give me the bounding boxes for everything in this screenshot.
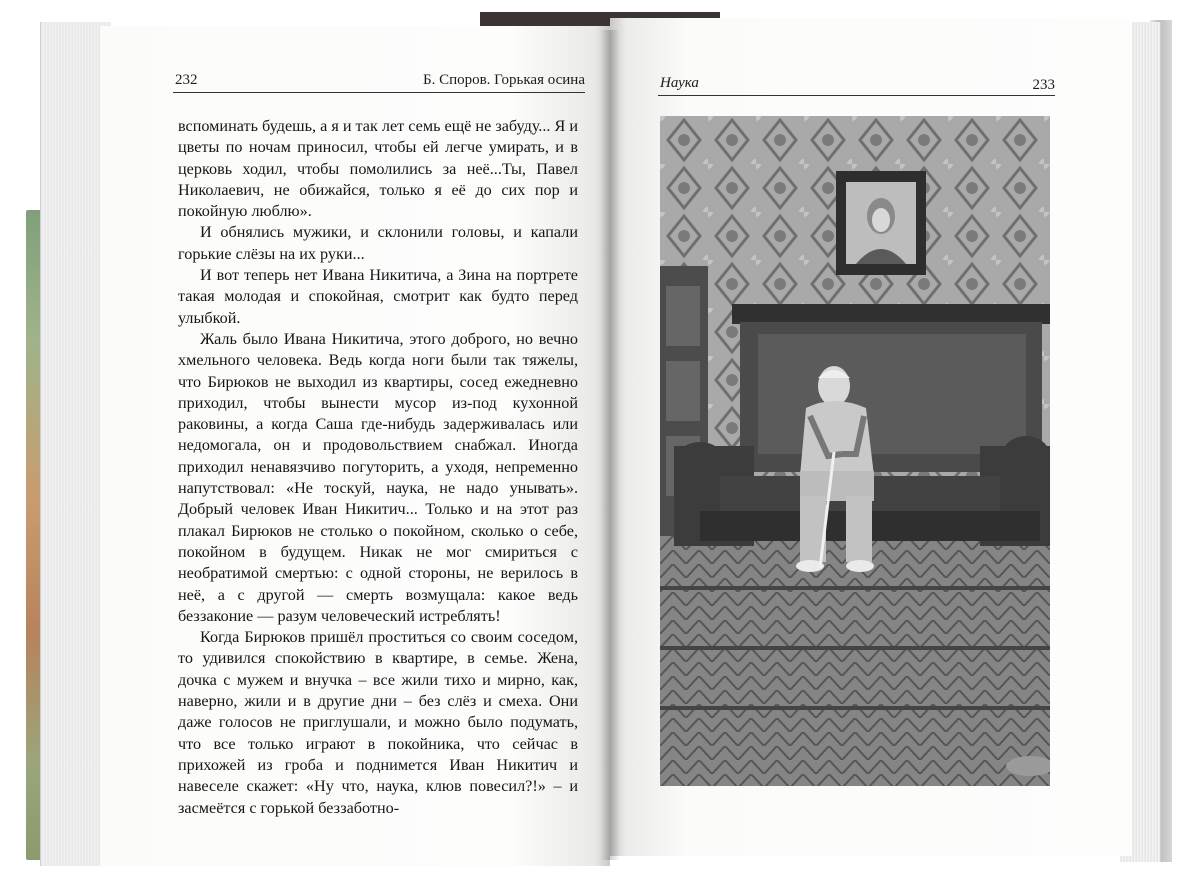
paragraph: вспоминать будешь, а я и так лет семь ещё не забуду... Я и цветы по ночам приносил, чтобы ей легче умирать, и в церковь ходил, чтобы помолились за неё...Ты, Павел Николаевич, не обижайся, только я её до сих пор и покойную люблю». <box>178 117 578 221</box>
left-page-number: 232 <box>175 72 198 88</box>
left-header-rule <box>173 92 585 93</box>
right-section-title: Наука <box>660 75 699 91</box>
paragraph: Когда Бирюков пришёл проститься со своим соседом, то удивился спокойствию в квартире, в семье. Жена, дочка с мужем и внучка – все жили тихо и мирно, как, наверно, жили и в другие дни – без слёз и смеха. Они даже голосов не приглушали, и можно было подумать, что все только играют в покойника, что сейчас в прихожей из гроба и поднимется Иван Никитич и навеселе скажет: «Ну что, наука, клюв повесил?!» – и засмеётся с горькой беззаботно- <box>178 628 578 817</box>
right-header-rule <box>658 95 1055 96</box>
left-running-title: Б. Споров. Горькая осина <box>422 72 585 88</box>
right-page-number: 233 <box>1032 77 1055 93</box>
portrait-frame <box>836 171 926 275</box>
gutter-shadow <box>600 30 620 860</box>
illustration <box>660 116 1050 786</box>
sofa-back-top <box>732 304 1050 324</box>
paragraph: И обнялись мужики, и склонили головы, и капали горькие слёзы на их руки... <box>178 223 578 263</box>
paragraph: И вот теперь нет Ивана Никитича, а Зина на портрете такая молодая и спокойная, смотрит как будто перед улыбкой. <box>178 266 578 327</box>
parquet-floor <box>660 536 1050 786</box>
illustration-drawing <box>660 116 1050 786</box>
left-page-body-text <box>178 116 578 819</box>
paragraph: Жаль было Ивана Никитича, этого доброго, но вечно хмельного человека. Ведь когда ноги были так тяжелы, что Бирюков не выходил из квартиры, сосед ежедневно приходил, чтобы вынести мусор из-под кухонной раковины, а когда Саша где-нибудь задерживалась или недомогала, он и продовольствием снабжал. Иногда приходил ненавязчиво погуторить, а уходя, непременно напутствовал: «Не тоскуй, наука, не надо унывать». Добрый человек Иван Никитич... Только и на этот раз плакал Бирюков не столько о покойном, сколько о себе, покойном в будущем. Никак не мог смириться с необратимой смертью: с одной стороны, не верилось в неё, а с другой — смерть возмущала: какое ведь беззаконие — разум человеческий истреблять! <box>178 329 578 625</box>
